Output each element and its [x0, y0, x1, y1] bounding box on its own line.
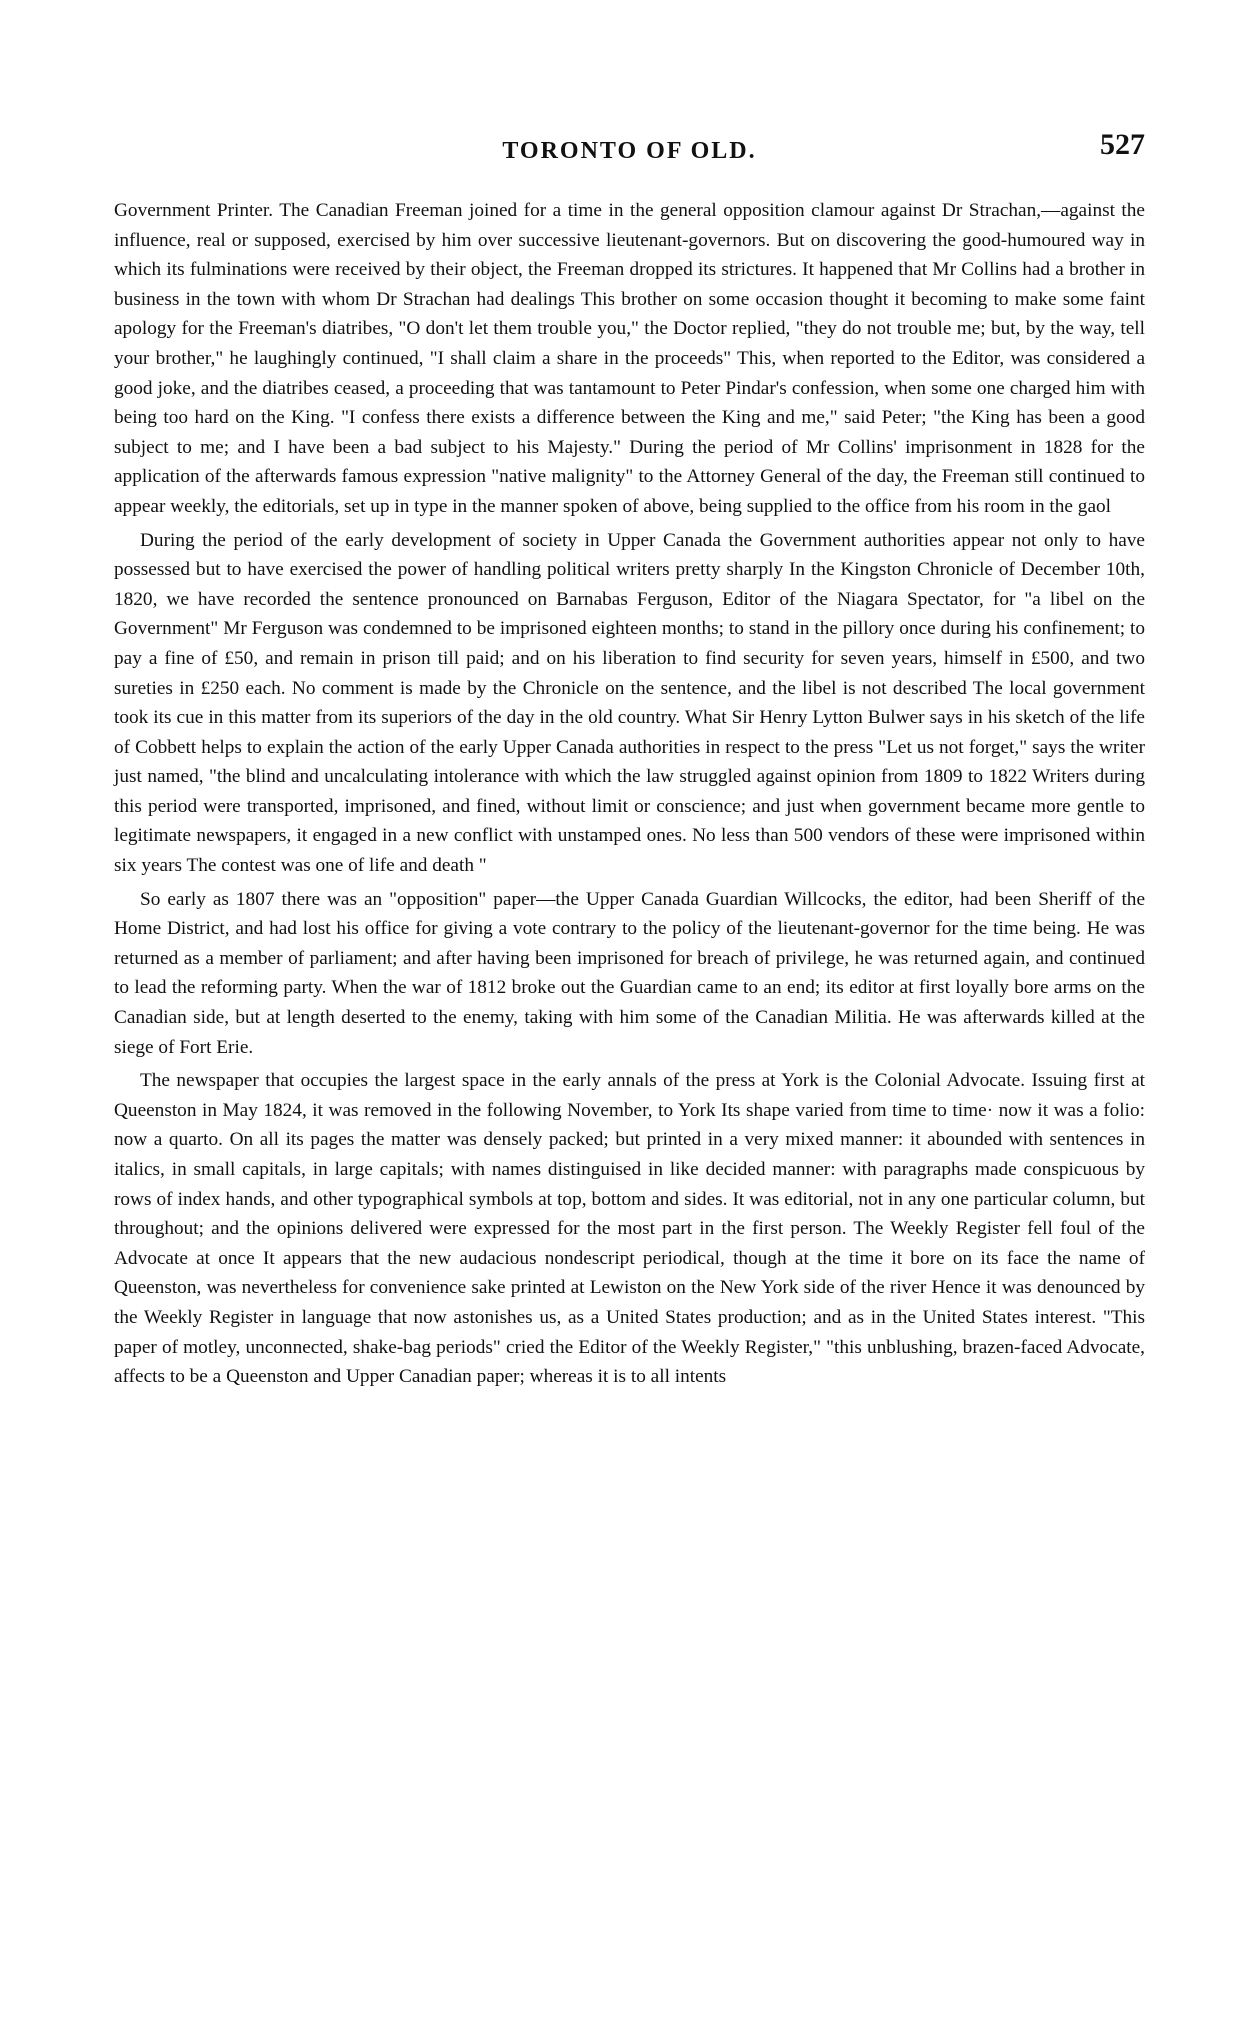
body-text [114, 196, 1145, 1392]
paragraph-3: So early as 1807 there was an "opposition" paper—the Upper Canada Guardian Willcocks, the editor, had been Sheriff of the Home District, and had lost his office for giving a vote contrary to the policy of the lieutenant-governor for the time being. He was returned as a member of parliament; and after having been imprisoned for breach of privilege, he was returned again, and continued to lead the reforming party. When the war of 1812 broke out the Guardian came to an end; its editor at first loyally bore arms on the Canadian side, but at length deserted to the enemy, taking with him some of the Canadian Militia. He was afterwards killed at the siege of Fort Erie. [114, 888, 1145, 1058]
paragraph-2: During the period of the early development of society in Upper Canada the Government authorities appear not only to have possessed but to have exercised the power of handling political writers pretty sharply In the Kingston Chronicle of December 10th, 1820, we have recorded the sentence pronounced on Barnabas Ferguson, Editor of the Niagara Spectator, for "a libel on the Government" Mr Ferguson was condemned to be imprisoned eighteen months; to stand in the pillory once during his confinement; to pay a fine of £50, and remain in prison till paid; and on his liberation to find security for seven years, himself in £500, and two sureties in £250 each. No comment is made by the Chronicle on the sentence, and the libel is not described The local government took its cue in this matter from its superiors of the day in the old country. What Sir Henry Lytton Bulwer says in his sketch of the life of Cobbett helps to explain the action of the early Upper Canada authorities in respect to the press "Let us not forget," says the writer just named, "the blind and uncalculating intolerance with which the law struggled against opinion from 1809 to 1822 Writers during this period were transported, imprisoned, and fined, without limit or conscience; and just when government became more gentle to legitimate newspapers, it engaged in a new conflict with unstamped ones. No less than 500 vendors of these were imprisoned within six years The contest was one of life and death " [114, 529, 1145, 877]
running-title: TORONTO OF OLD. [502, 138, 757, 164]
running-head [114, 128, 1145, 168]
paragraph-1: Government Printer. The Canadian Freeman joined for a time in the general opposition clamour against Dr Strachan,—against the influence, real or supposed, exercised by him over successive lieutenant-governors. But on discovering the good-humoured way in which its fulminations were received by their object, the Freeman dropped its strictures. It happened that Mr Collins had a brother in business in the town with whom Dr Strachan had dealings This brother on some occasion thought it becoming to make some faint apology for the Freeman's diatribes, "O don't let them trouble you," the Doctor replied, "they do not trouble me; but, by the way, tell your brother," he laughingly continued, "I shall claim a share in the proceeds" This, when reported to the Editor, was considered a good joke, and the diatribes ceased, a proceeding that was tantamount to Peter Pindar's confession, when some one charged him with being too hard on the King. "I confess there exists a difference between the King and me," said Peter; "the King has been a good subject to me; and I have been a bad subject to his Majesty." During the period of Mr Collins' imprisonment in 1828 for the application of the afterwards famous expression "native malignity" to the Attorney General of the day, the Freeman still continued to appear weekly, the editorials, set up in type in the manner spoken of above, being supplied to the office from his room in the gaol [114, 200, 1145, 517]
paragraph-4: The newspaper that occupies the largest space in the early annals of the press at York is the Colonial Advocate. Issuing first at Queenston in May 1824, it was removed in the following November, to York Its shape varied from time to time· now it was a folio: now a quarto. On all its pages the matter was densely packed; but printed in a very mixed manner: it abounded with sentences in italics, in small capitals, in large capitals; with names distinguised in like decided manner: with paragraphs made conspicuous by rows of index hands, and other typographical symbols at top, bottom and sides. It was editorial, not in any one particular column, but throughout; and the opinions delivered were expressed for the most part in the first person. The Weekly Register fell foul of the Advocate at once It appears that the new audacious nondescript periodical, though at the time it bore on its face the name of Queenston, was nevertheless for convenience sake printed at Lewiston on the New York side of the river Hence it was denounced by the Weekly Register in language that now astonishes us, as a United States production; and as in the United States interest. "This paper of motley, unconnected, shake-bag periods" cried the Editor of the Weekly Register," "this unblushing, brazen-faced Advocate, affects to be a Queenston and Upper Canadian paper; whereas it is to all intents [114, 1070, 1145, 1388]
page-number: 527 [1100, 128, 1145, 161]
